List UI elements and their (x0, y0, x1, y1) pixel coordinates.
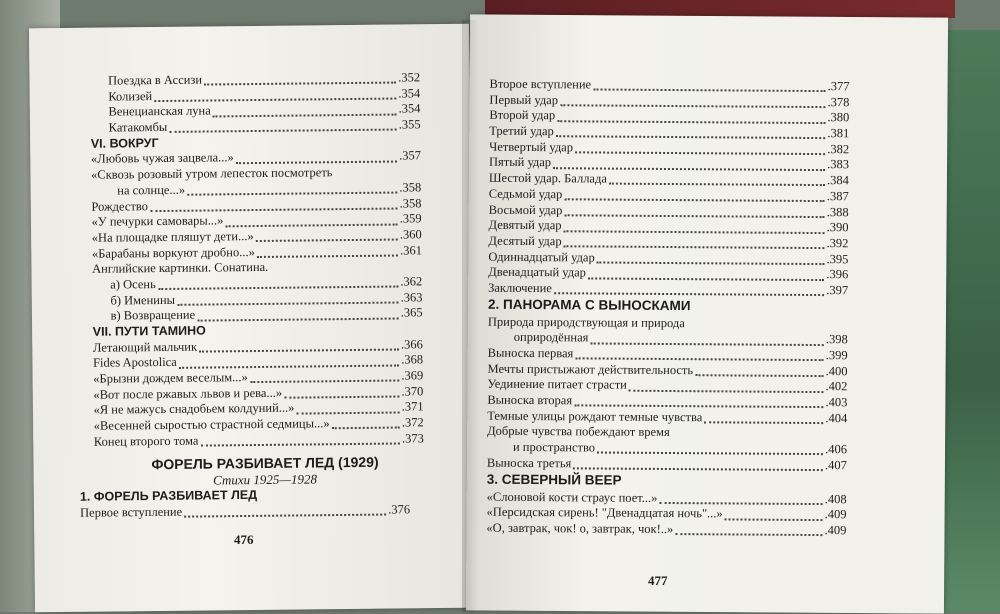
toc-leader-dots (259, 490, 408, 501)
toc-entry-label: «О, завтрак, чок! о, завтрак, чок!..» (486, 520, 674, 536)
toc-leader-dots (225, 214, 397, 227)
toc-leader-dots (675, 524, 822, 536)
toc-entry-label: «Брызни дождем веселым...» (93, 370, 248, 386)
right-toc (486, 77, 849, 539)
toc-leader-dots (236, 151, 397, 164)
toc-entry-label: Первый удар (489, 92, 559, 107)
toc-entry-page: .372 (401, 415, 424, 430)
toc-entry-label: «Персидская сирень! "Двенадцатая ночь"...» (486, 504, 723, 521)
toc-entry-page: .376 (388, 501, 411, 517)
toc-entry (486, 521, 846, 539)
page-number-left: 476 (234, 532, 254, 547)
toc-entry-label: «Сквозь розовый утром лепесток посмотреть (91, 165, 333, 182)
toc-entry-page: .378 (827, 94, 850, 109)
toc-entry-page: .369 (401, 368, 424, 383)
toc-leader-dots (187, 183, 397, 196)
toc-leader-dots (629, 380, 824, 392)
toc-entry-page: .365 (400, 305, 423, 320)
toc-entry-page: .404 (825, 410, 848, 426)
toc-entry-label: Пятый удар (488, 155, 552, 170)
toc-leader-dots (332, 418, 400, 430)
toc-leader-dots (556, 127, 826, 140)
toc-entry-label: Второе вступление (489, 76, 592, 92)
toc-leader-dots (284, 387, 400, 399)
toc-entry-label: Второй удар (489, 108, 556, 123)
toc-entry-label: Уединение питает страсти (487, 377, 627, 393)
toc-entry-label: Колизей (108, 88, 153, 104)
toc-entry-page: .396 (826, 267, 849, 282)
toc-entry-page: .382 (827, 141, 850, 157)
toc-entry-label: Конец второго тома (93, 433, 199, 449)
toc-leader-dots (588, 268, 824, 281)
toc-leader-dots (725, 509, 823, 521)
toc-entry-page: .366 (400, 336, 423, 352)
toc-entry-page: .363 (400, 289, 423, 305)
toc-leader-dots (590, 333, 824, 346)
toc-leader-dots (334, 168, 419, 178)
toc-entry-page: .399 (825, 348, 848, 363)
toc-leader-dots (672, 429, 845, 439)
toc-leader-dots (623, 477, 844, 488)
toc-leader-dots (553, 158, 825, 171)
toc-entry-page: .361 (399, 242, 422, 258)
toc-entry-label: Катакомбы (108, 119, 168, 135)
toc-entry-label: Третий удар (489, 123, 554, 139)
toc-entry-label: на солнце...» (117, 182, 186, 198)
toc-leader-dots (597, 252, 825, 265)
toc-entry-label: Двенадцатый удар (488, 264, 587, 280)
toc-entry-label: б) Именины (110, 292, 176, 308)
toc-leader-dots (573, 458, 823, 471)
toc-leader-dots (560, 95, 826, 108)
toc-leader-dots (564, 221, 825, 234)
toc-leader-dots (270, 262, 420, 273)
toc-entry-label: Природа природствующая и природа (487, 314, 685, 330)
toc-entry-page: .354 (398, 85, 421, 101)
toc-entry-label: оприродённая (513, 330, 589, 345)
toc-leader-dots (184, 505, 386, 518)
toc-leader-dots (564, 189, 825, 202)
toc-entry-label: Рождество (91, 198, 149, 214)
toc-leader-dots (200, 434, 400, 447)
toc-leader-dots (575, 349, 824, 362)
toc-entry-label: Темные улицы рождают темные чувства (487, 408, 703, 424)
toc-entry-page: .381 (827, 126, 850, 141)
toc-entry-label: Fides Apostolica (92, 355, 177, 371)
book-gutter (462, 20, 478, 612)
toc-leader-dots (257, 245, 398, 257)
toc-entry-page: .360 (399, 227, 422, 242)
toc-entry-label: Венецианская луна (108, 103, 211, 119)
toc-entry-page: .362 (400, 274, 423, 289)
toc-entry-label: Поездка в Ассизи (108, 72, 203, 88)
toc-leader-dots (154, 89, 396, 103)
toc-entry-label: Шестой удар. Баллада (488, 170, 607, 186)
toc-leader-dots (659, 493, 822, 505)
toc-leader-dots (692, 302, 846, 312)
toc-entry-page: .387 (826, 188, 849, 204)
toc-leader-dots (197, 308, 399, 321)
toc-entry-page: .371 (401, 399, 424, 414)
toc-leader-dots (687, 319, 846, 329)
toc-leader-dots (593, 80, 826, 93)
toc-entry-label: Мечты пристыжают действительность (487, 361, 694, 377)
toc-entry-label: VII. ПУТИ ТАМИНО (92, 323, 206, 339)
toc-entry-page: .397 (826, 283, 849, 298)
toc-leader-dots (199, 340, 399, 353)
toc-leader-dots (208, 325, 421, 336)
toc-entry-label: «Слоновой кости страус поет...» (486, 489, 658, 505)
toc-entry-label: Одиннадцатый удар (488, 249, 595, 265)
toc-entry-page: .395 (826, 251, 849, 266)
toc-leader-dots (574, 396, 823, 409)
toc-leader-dots (169, 120, 397, 133)
toc-entry-page: .392 (826, 235, 849, 251)
toc-entry-page: .355 (398, 117, 421, 132)
toc-entry-page: .390 (826, 220, 849, 235)
toc-entry-label: «На площадке пляшут дети...» (91, 228, 254, 245)
toc-leader-dots (296, 402, 399, 414)
toc-entry-page: .383 (827, 157, 850, 172)
toc-entry-page: .357 (398, 148, 421, 163)
toc-entry-page: .370 (401, 384, 424, 399)
toc-entry-label: Выноска вторая (487, 392, 573, 408)
toc-leader-dots (158, 277, 399, 291)
toc-entry-label: Девятый удар (488, 217, 562, 233)
toc-leader-dots (609, 174, 825, 187)
toc-entry-label: VI. ВОКРУГ (90, 135, 159, 151)
toc-entry-label: «Любовь чужая зацвела...» (90, 150, 234, 167)
toc-entry-page: .384 (826, 173, 849, 188)
toc-entry-label: Седьмой удар (488, 186, 563, 202)
section-title: ФОРЕЛЬ РАЗБИВАЕТ ЛЕД (1929) (151, 453, 379, 473)
toc-leader-dots (150, 198, 398, 212)
toc-leader-dots (213, 104, 397, 117)
toc-leader-dots (554, 283, 824, 296)
toc-entry-page: .403 (825, 395, 848, 410)
toc-leader-dots (564, 205, 824, 218)
toc-entry-page: .358 (399, 180, 422, 195)
toc-entry-label: Выноска третья (486, 455, 572, 471)
toc-entry-page: .358 (399, 195, 422, 211)
toc-entry-label: «Барабаны воркуют дробно...» (91, 244, 255, 261)
toc-entry-label: а) Осень (110, 276, 156, 292)
toc-entry-page: .352 (398, 70, 421, 85)
toc-entry-label: «Вот после ржавых львов и рева...» (93, 385, 283, 402)
toc-entry-page: .398 (825, 332, 848, 347)
toc-leader-dots (161, 136, 419, 148)
toc-entry-label: Четвертый удар (489, 139, 574, 155)
toc-entry-label: Английские картинки. Сонатина. (92, 260, 269, 276)
toc-entry-page: .373 (401, 431, 424, 446)
toc-entry-page: .407 (824, 457, 847, 473)
toc-leader-dots (256, 230, 398, 242)
toc-entry-label: Выноска первая (487, 345, 574, 361)
toc-entry-page: .406 (825, 442, 848, 457)
toc-entry-label: «Весенней сыростью страстной седмицы...» (93, 416, 330, 433)
toc-leader-dots (564, 236, 825, 249)
toc-entry-page: .409 (824, 507, 847, 522)
toc-entry-page: .408 (824, 491, 847, 506)
toc-entry-label: «Я не мажусь снадобьем колдуний...» (93, 401, 295, 418)
toc-entry-page: .400 (825, 363, 848, 378)
toc-entry-page: .388 (826, 204, 849, 219)
toc-entry-label: Первое вступление (80, 504, 183, 520)
left-toc (90, 70, 424, 450)
toc-leader-dots (204, 73, 396, 86)
toc-entry-page: .354 (398, 101, 421, 116)
toc-entry-label: Заключение (488, 280, 552, 296)
toc-entry-page: .359 (399, 211, 422, 226)
toc-entry-label: 1. ФОРЕЛЬ РАЗБИВАЕТ ЛЕД (79, 487, 258, 504)
toc-entry-label: 3. СЕВЕРНЫЙ ВЕЕР (486, 471, 622, 488)
toc-leader-dots (695, 365, 824, 377)
left-toc-2 (80, 486, 410, 521)
toc-entry-label: в) Возвращение (110, 307, 196, 323)
toc-entry-page: .380 (827, 110, 850, 125)
toc-entry-label: «У печурки самовары...» (91, 213, 224, 229)
page-number-right: 477 (648, 573, 668, 588)
toc-leader-dots (597, 443, 823, 456)
toc-entry-page: .368 (401, 352, 424, 367)
toc-leader-dots (177, 292, 399, 305)
toc-leader-dots (557, 111, 825, 124)
section-subtitle: Стихи 1925—1928 (212, 471, 317, 488)
toc-entry-label: 2. ПАНОРАМА С ВЫНОСКАМИ (487, 296, 691, 313)
toc-leader-dots (704, 412, 823, 424)
toc-entry-label: Восьмой удар (488, 202, 563, 217)
toc-entry-label: Добрые чувства побеждают время (487, 424, 670, 440)
toc-entry-page: .409 (824, 522, 847, 538)
toc-entry-label: Десятый удар (488, 233, 562, 249)
toc-leader-dots (179, 355, 400, 368)
toc-leader-dots (575, 142, 825, 155)
toc-entry-label: Летающий мальчик (92, 339, 198, 355)
toc-entry-label: и пространство (512, 440, 596, 455)
toc-entry-page: .402 (825, 379, 848, 394)
toc-leader-dots (250, 371, 400, 384)
toc-entry-page: .377 (827, 79, 850, 94)
